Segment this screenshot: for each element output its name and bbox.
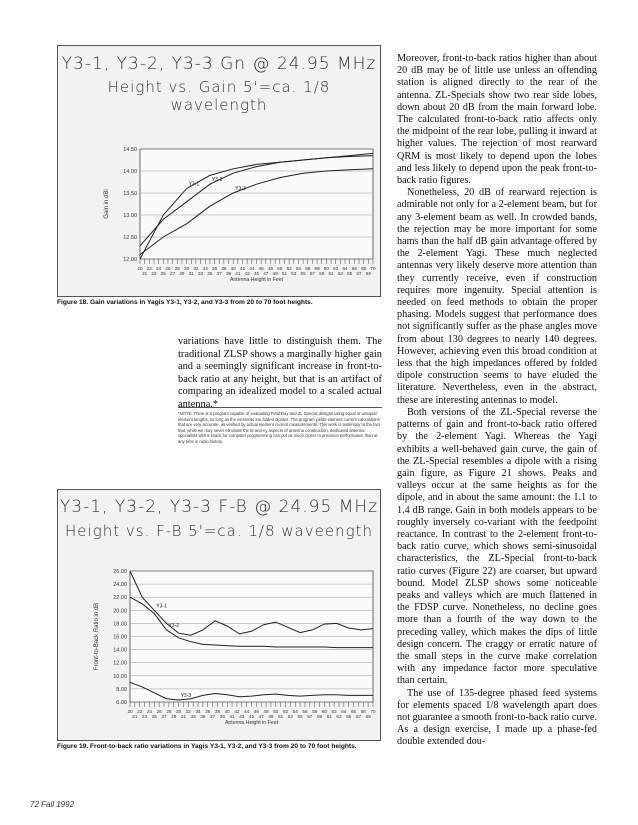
x-tick-label: 47	[258, 714, 264, 719]
figure-19-caption: Figure 19. Front-to-back ratio variations in Yagis Y3-1, Y3-2, and Y3-3 from 20 to 70 foot heights.	[57, 743, 357, 750]
x-tick-label: 21	[132, 714, 138, 719]
x-tick-label: 49	[268, 714, 274, 719]
x-tick-label: 56	[305, 266, 311, 271]
figure-19-subtitle: Height vs. F-B 5'=ca. 1/8 waveength	[65, 522, 373, 540]
series-label: Y3-3	[235, 186, 246, 192]
x-tick-label: 70	[370, 266, 376, 271]
x-tick-label: 43	[239, 714, 245, 719]
x-tick-label: 61	[328, 271, 334, 276]
x-tick-label: 36	[211, 266, 218, 271]
x-tick-label: 35	[200, 714, 206, 719]
x-tick-label: 35	[207, 271, 213, 276]
x-tick-label: 41	[229, 714, 235, 719]
x-tick-label: 22	[146, 266, 152, 271]
x-tick-label: 39	[225, 271, 232, 276]
series-label: Y3-1	[188, 181, 200, 188]
y-tick-label: 16.00	[113, 634, 127, 641]
x-tick-label: 40	[230, 266, 236, 271]
x-tick-label: 32	[185, 709, 191, 714]
x-tick-label: 42	[239, 266, 246, 271]
x-tick-label: 63	[337, 271, 343, 276]
x-tick-label: 38	[221, 266, 227, 271]
y-tick-label: 14.50	[123, 147, 137, 153]
x-tick-label: 45	[248, 714, 255, 719]
y-tick-label: 8.00	[116, 686, 127, 693]
page-folio: 72 Fall 1992	[30, 800, 75, 809]
x-tick-label: 32	[193, 266, 199, 271]
x-tick-label: 23	[142, 714, 148, 719]
x-tick-label: 28	[174, 266, 180, 271]
x-tick-label: 36	[205, 709, 211, 714]
x-tick-label: 62	[333, 266, 339, 271]
y-tick-label: 24.00	[113, 582, 127, 589]
x-tick-label: 33	[190, 714, 196, 719]
x-tick-label: 68	[360, 709, 366, 714]
x-tick-label: 52	[286, 266, 292, 271]
footnote-rule	[178, 407, 382, 408]
y-tick-label: 13.50	[123, 191, 137, 197]
x-tick-label: 24	[146, 709, 153, 714]
x-tick-label: 56	[302, 709, 308, 714]
x-tick-label: 31	[180, 714, 187, 719]
y-tick-label: 22.00	[113, 595, 127, 602]
x-tick-label: 65	[347, 271, 353, 276]
x-tick-label: 54	[295, 266, 302, 271]
y-tick-label: 14.00	[123, 169, 137, 175]
x-tick-label: 43	[244, 271, 250, 276]
x-tick-label: 58	[314, 266, 320, 271]
x-tick-label: 48	[263, 709, 269, 714]
right-paragraph-4: The use of 135-degree phased feed systems for elements spaced 1/8 wavelength apart does not guarantee a smooth front-to-back ratio curve. As a design exercise, I made up a phase-fed double extended dou-	[397, 687, 597, 748]
figure-18-title: Y3-1, Y3-2, Y3-3 Gn @ 24.95 MHz	[61, 54, 377, 74]
x-tick-label: 29	[171, 714, 177, 719]
x-tick-label: 61	[326, 714, 332, 719]
x-tick-label: 57	[307, 714, 313, 719]
x-tick-label: 45	[253, 271, 260, 276]
y-tick-label: 6.00	[116, 700, 127, 706]
x-tick-label: 62	[331, 709, 337, 714]
x-tick-label: 39	[219, 714, 225, 719]
x-tick-label: 22	[137, 709, 143, 714]
y-tick-label: 20.00	[113, 608, 127, 615]
x-tick-label: 69	[365, 271, 371, 276]
x-tick-label: 50	[277, 266, 283, 271]
x-tick-label: 66	[350, 709, 357, 714]
right-column	[397, 53, 597, 749]
figure-18-subtitle: Height vs. Gain 5'=ca. 1/8 wavelength	[107, 78, 331, 114]
x-tick-label: 53	[291, 271, 297, 276]
front-to-back-chart	[58, 490, 380, 740]
x-tick-label: 37	[210, 714, 216, 719]
x-tick-label: 29	[179, 271, 185, 276]
figure-18-caption: Figure 18. Gain variations in Yagis Y3-1, Y3-2, and Y3-3 from 20 to 70 foot heights.	[57, 299, 313, 306]
x-tick-label: 48	[267, 266, 274, 271]
x-tick-label: 34	[195, 709, 201, 714]
x-tick-label: 55	[297, 714, 303, 719]
x-tick-label: 24	[156, 266, 162, 271]
series-label: Y3-2	[168, 622, 180, 629]
x-tick-label: 25	[151, 714, 157, 719]
figure-19-title: Y3-1, Y3-2, Y3-3 F-B @ 24.95 MHz	[59, 497, 379, 517]
series-label: Y3-3	[180, 693, 192, 700]
x-tick-label: 46	[253, 709, 259, 714]
x-tick-label: 46	[258, 266, 264, 271]
x-tick-label: 67	[356, 271, 362, 276]
x-axis-label: Antenna Height in Feet	[229, 277, 284, 283]
x-tick-label: 20	[127, 709, 133, 714]
y-tick-label: 13.00	[123, 213, 137, 219]
x-tick-label: 30	[176, 709, 182, 714]
x-tick-label: 59	[319, 271, 325, 276]
x-tick-label: 27	[161, 714, 167, 719]
x-tick-label: 27	[170, 271, 176, 276]
x-tick-label: 64	[341, 709, 347, 714]
y-tick-label: 26.00	[113, 569, 127, 575]
x-tick-label: 63	[336, 714, 342, 719]
x-tick-label: 42	[234, 709, 240, 714]
x-tick-label: 53	[287, 714, 293, 719]
right-paragraph-2: Nonetheless, 20 dB of rearward rejection is admirable not only for a 2-element beam, but for any 3-element beam as well. In crowded bands, the rejection may be more important for some hams than the half dB gain advantage offered by the 2-element Yagi. These much neglected antennas very likely deserve more attention than they currently receive, even if construction requires more ingenuity. Special attention is needed on feed methods to obtain the proper phasing. Models suggest that performance does not significantly suffer as the phase angles move from about 130 degrees to nearly 140 degrees. However, achieving even this broad condition at less that the high impedances offered by folded dipole construction seems to have eluded the literature. Nevertheless, even in the abstract, these are interesting antennas to model.	[397, 187, 597, 406]
y-tick-label: 12.00	[123, 257, 137, 263]
x-tick-label: 51	[281, 271, 288, 276]
series-label: Y3-2	[211, 177, 223, 184]
x-tick-label: 20	[137, 266, 143, 271]
x-tick-label: 70	[370, 709, 376, 714]
x-tick-label: 68	[361, 266, 367, 271]
footnote: *NOTE: There is a program capable of evaluating Field Day and ZL Special designs using equal or unequal element lengths, so long as the elements are folded dipoles. The program yields element current calculations that are very accurate, as verified by actual element current measurements. This work is testimony to the fact that, while we may never eliminate the tit-and-cy aspects of antenna construction, dedicated antenna specialists with a knack for computer programming can put us much closer to precision performance than at any time in radio history.	[178, 411, 380, 444]
x-tick-label: 25	[160, 271, 166, 276]
middle-paragraph: variations have little to distinguish them. The traditional ZLSP shows a marginally higher gain and a seemingly significant increase in front-to-back ratio at any height, but that is an artifact of comparing an idealized model to a scaled actual antenna.*	[178, 336, 382, 410]
x-tick-label: 67	[355, 714, 361, 719]
x-tick-label: 58	[312, 709, 318, 714]
x-tick-label: 33	[198, 271, 204, 276]
x-tick-label: 26	[165, 266, 171, 271]
x-tick-label: 66	[351, 266, 357, 271]
right-paragraph-3: Both versions of the ZL-Special reverse the patterns of gain and front-to-back ratio offered by the 2-element Yagi. Whereas the Yagi exhibits a well-behaved gain curve, the gain of the ZL-Special resembles a dipole with a rising gain figure, as Figure 21 shows. Peaks and valleys occur at the same heights as for the dipole, and in about the same amount: the 1.1 to 1.4 dB range. Gain in both models appears to be roughly inversely co-variant with the feedpoint reactance. In contrast to the 2-element front-to-back ratio curve, which shows semi-sinusoidal characteristics, the ZL-Special front-to-back ratio curves (Figure 22) are coarser, but upward bound. Model ZLSP shows some noticeable peaks and valleys which are much flattened in the FDSP curve. Nonetheless, no decline goes more than a fourth of the way down to the preceding valley, which makes the dips of little design concern. The craggy or erratic nature of the small steps in the curve make correlation with any impedance factor more speculative than certain.	[397, 406, 597, 687]
x-tick-label: 57	[309, 271, 315, 276]
x-tick-label: 51	[278, 714, 284, 719]
y-tick-label: 10.00	[113, 673, 127, 680]
right-paragraph-1: Moreover, front-to-back ratios higher than about 20 dB may be of little use unless an offending station is aligned directly to the rear of the antenna. ZL-Specials show two rear side lobes, down about 20 dB from the main forward lobe. The calculated front-to-back ratio affects only the midpoint of the rear lobe, pulling it inward at higher values. The rejection of most rearward QRM is most likely to depend upon the lobes and less likely to depend upon the peak front-to-back ratio figures.	[397, 53, 597, 187]
x-tick-label: 38	[214, 709, 221, 714]
x-tick-label: 26	[156, 709, 162, 714]
plot-area	[140, 149, 373, 259]
series-label: Y3-1	[156, 603, 167, 610]
x-tick-label: 60	[321, 709, 327, 714]
x-tick-label: 69	[365, 714, 371, 719]
x-tick-label: 52	[282, 709, 289, 714]
x-tick-label: 44	[244, 709, 250, 714]
x-tick-label: 40	[224, 709, 230, 714]
x-tick-label: 64	[342, 266, 348, 271]
figure-18	[57, 45, 381, 297]
x-tick-label: 59	[316, 714, 323, 719]
x-tick-label: 28	[166, 709, 172, 714]
x-tick-label: 60	[323, 266, 329, 271]
x-tick-label: 47	[263, 271, 269, 276]
x-tick-label: 30	[184, 266, 190, 271]
y-axis-label: Front-to-Back Ratio in dB	[94, 602, 100, 671]
x-tick-label: 50	[273, 709, 279, 714]
x-tick-label: 55	[300, 271, 306, 276]
x-tick-label: 65	[346, 714, 352, 719]
x-tick-label: 21	[142, 271, 148, 276]
y-axis-label: Gain in dBi	[104, 189, 110, 219]
y-tick-label: 18.00	[113, 621, 127, 628]
middle-text-block	[178, 336, 382, 412]
figure-19	[57, 489, 381, 741]
x-tick-label: 37	[216, 271, 222, 276]
y-tick-label: 12.50	[123, 235, 137, 241]
y-tick-label: 14.00	[113, 647, 127, 654]
gain-chart	[58, 46, 380, 296]
x-tick-label: 31	[188, 271, 194, 276]
x-tick-label: 41	[235, 271, 241, 276]
x-tick-label: 34	[202, 266, 208, 271]
x-axis-label: Antenna Height in Feet	[224, 720, 279, 726]
x-tick-label: 54	[292, 709, 298, 714]
y-tick-label: 12.00	[113, 660, 127, 667]
x-tick-label: 23	[151, 271, 157, 276]
x-tick-label: 49	[272, 271, 278, 276]
x-tick-label: 44	[249, 266, 255, 271]
